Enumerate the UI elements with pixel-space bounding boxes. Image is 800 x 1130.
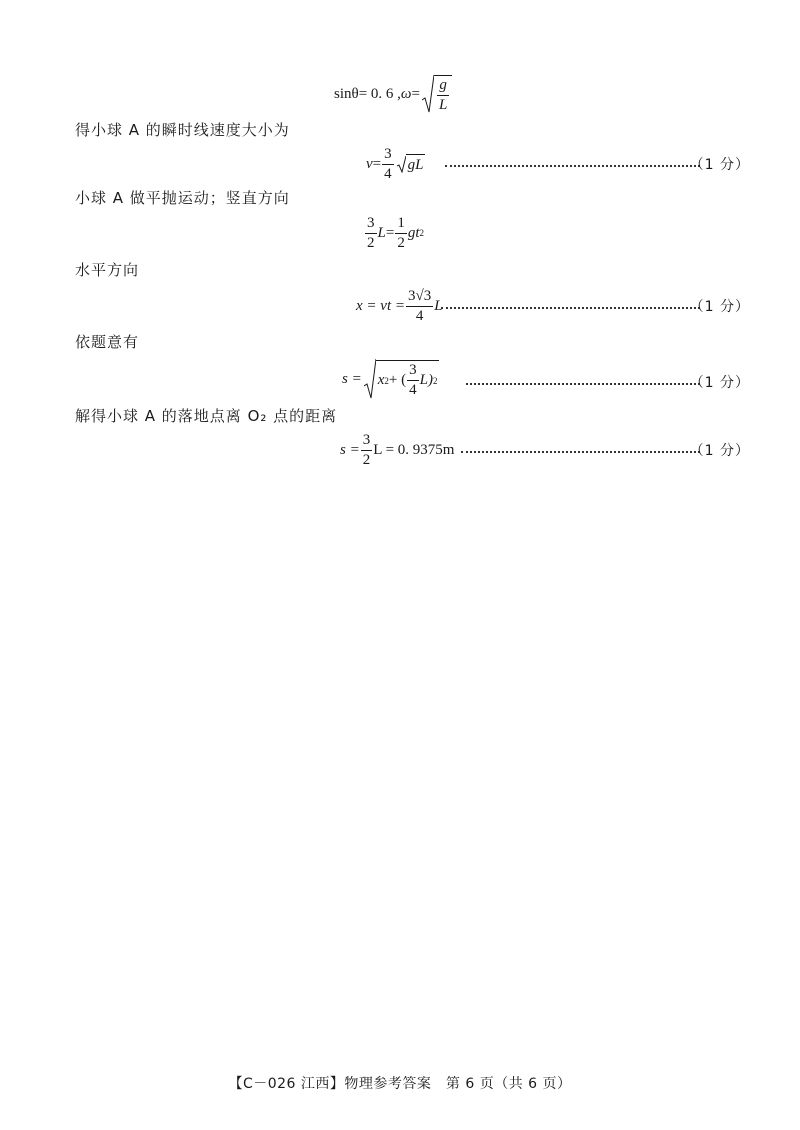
- eq4-lhs: x = vt =: [356, 297, 405, 314]
- eq5-x: x: [377, 372, 385, 388]
- eq3-l: L: [377, 224, 386, 241]
- eq5-den: 4: [409, 382, 417, 398]
- eq5-l: L): [419, 372, 433, 388]
- eq6-lhs: s =: [340, 441, 360, 458]
- text-line-3: 水平方向: [75, 261, 140, 279]
- eq6-score: （1 分）: [689, 443, 750, 459]
- eq1-omega: ω: [400, 85, 412, 102]
- eq3-fraction-2: [395, 216, 407, 251]
- eq2-sqrt: [397, 154, 426, 174]
- eq4-num: 3√3: [406, 289, 433, 307]
- eq3-gt: gt: [407, 224, 420, 241]
- equation-result: [340, 428, 454, 472]
- eq5-score: （1 分）: [689, 375, 750, 391]
- eq1-sqrt: [422, 74, 452, 114]
- eq6-num: 3: [361, 433, 373, 451]
- page-footer: 【C－026 江西】物理参考答案 第 6 页（共 6 页）: [228, 1076, 572, 1092]
- eq6-leader: [461, 451, 700, 453]
- equation-horizontal: [356, 284, 443, 328]
- eq6-den: 2: [362, 451, 371, 468]
- eq2-eq: =: [372, 155, 382, 172]
- equation-velocity: [366, 142, 425, 186]
- eq3-eq: =: [385, 224, 395, 241]
- eq2-leader: [445, 165, 700, 167]
- eq5-lhs: s =: [342, 370, 362, 387]
- eq5-exp: 2: [384, 375, 389, 386]
- text-line-4: 依题意有: [75, 333, 140, 351]
- eq1-eq: =: [411, 85, 420, 102]
- equation-sin-omega: [334, 72, 452, 116]
- eq4-fraction: [406, 289, 433, 324]
- eq3-num1: 3: [365, 216, 377, 234]
- eq3-exp: 2: [419, 228, 424, 238]
- eq4-l: L: [434, 297, 443, 314]
- text-line-1: 得小球 A 的瞬时线速度大小为: [75, 121, 290, 139]
- eq2-score: （1 分）: [689, 157, 750, 173]
- eq3-den1: 2: [367, 234, 375, 251]
- equation-vertical: [364, 210, 424, 256]
- equation-distance: [342, 356, 439, 402]
- eq3-den2: 2: [397, 234, 405, 251]
- eq2-den: 4: [384, 165, 392, 182]
- eq1-den: L: [438, 97, 448, 113]
- eq1-fraction: [437, 78, 449, 113]
- eq4-score: （1 分）: [689, 299, 750, 315]
- eq1-mid: = 0. 6 ,: [358, 85, 401, 102]
- eq3-fraction-1: [365, 216, 377, 251]
- eq5-leader: [466, 383, 700, 385]
- eq1-lhs: sinθ: [334, 85, 359, 102]
- text-line-5: 解得小球 A 的落地点离 O₂ 点的距离: [75, 407, 338, 425]
- eq4-leader: [441, 307, 700, 309]
- eq3-num2: 1: [395, 216, 407, 234]
- eq2-v: v: [366, 155, 373, 172]
- eq4-den: 4: [415, 307, 424, 324]
- eq6-rhs: L = 0. 9375m: [373, 441, 455, 458]
- eq2-fraction: [382, 147, 394, 182]
- eq5-sqrt: [364, 358, 440, 400]
- eq5-num: 3: [407, 363, 419, 381]
- eq2-num: 3: [382, 147, 394, 165]
- eq5-outexp: 2: [432, 375, 438, 386]
- eq1-num: g: [437, 78, 449, 96]
- eq2-rad: gL: [407, 157, 424, 173]
- eq5-fraction: [407, 363, 419, 398]
- text-line-2: 小球 A 做平抛运动；竖直方向: [75, 189, 290, 207]
- eq5-plus: + (: [388, 372, 407, 388]
- eq6-fraction: [361, 433, 373, 468]
